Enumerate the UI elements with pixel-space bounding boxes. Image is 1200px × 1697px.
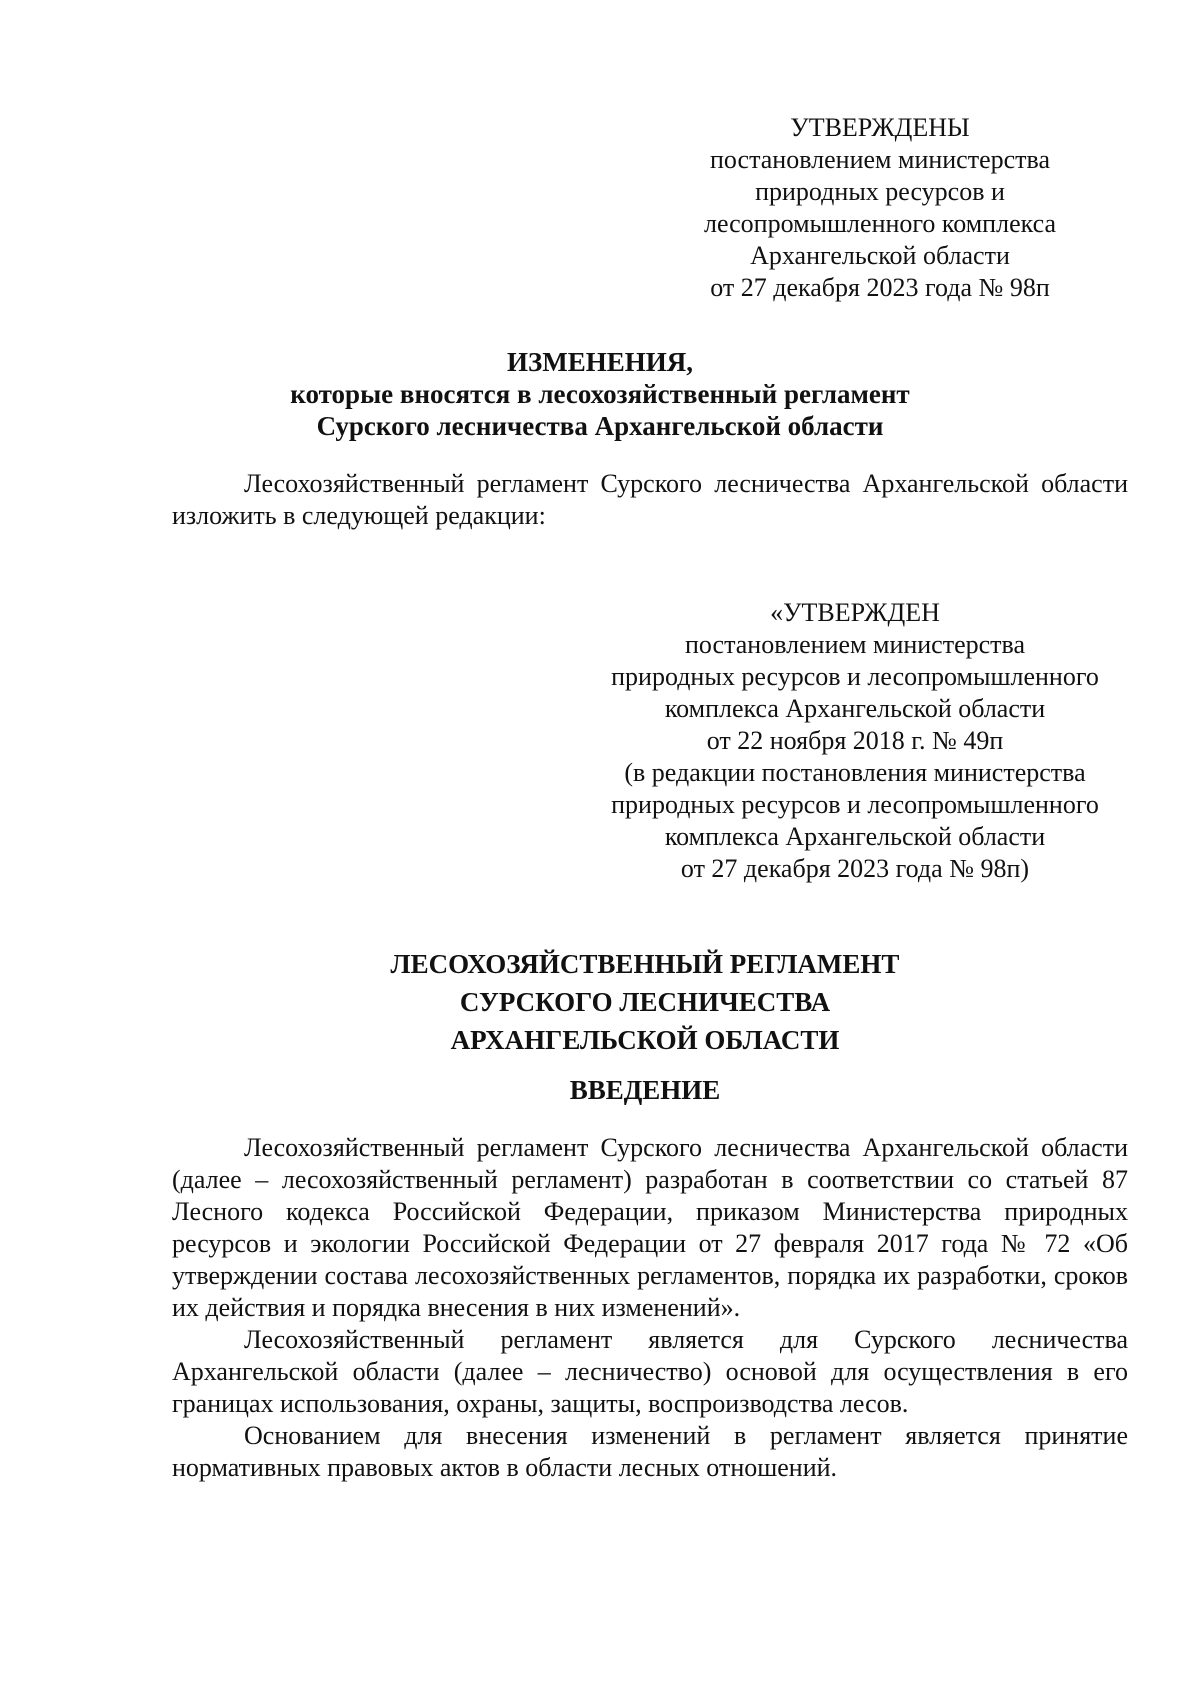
quoted-approval-line: комплекса Архангельской области [664, 694, 1046, 723]
amendments-title-line: которые вносятся в лесохозяйственный регламент [290, 379, 910, 409]
intro-paragraph: Лесохозяйственный регламент Сурского лесничества Архангельской области изложить в следующей редакции: [172, 469, 1128, 530]
approval-block [640, 112, 1120, 304]
regulation-title-line: АРХАНГЕЛЬСКОЙ ОБЛАСТИ [450, 1025, 840, 1055]
regulation-title-line: СУРСКОГО ЛЕСНИЧЕСТВА [459, 987, 831, 1017]
approval-line: постановлением министерства [709, 145, 1051, 174]
body-paragraph: Лесохозяйственный регламент Сурского лесничества Архангельской области (далее – лесохозяйственный регламент) разработан в соответствии со статьей 87 Лесного кодекса Российской Федерации, приказом Министерства природных ресурсов и экологии Российской Федерации от 27 февраля 2017 года № 72 «Об утверждении состава лесохозяйственных регламентов, порядка их разработки, сроков их действия и порядка внесения в них изменений». [172, 1133, 1128, 1322]
amendments-title-line: ИЗМЕНЕНИЯ, [506, 347, 693, 377]
regulation-title [0, 945, 1200, 1059]
quoted-approval-line: «УТВЕРЖДЕН [770, 598, 940, 627]
amendments-title [0, 346, 1200, 442]
quoted-approval-line: природных ресурсов и лесопромышленного [611, 662, 1099, 691]
quoted-approval-line: (в редакции постановления министерства [624, 758, 1086, 787]
approval-line: лесопромышленного комплекса [703, 209, 1056, 238]
body-paragraph: Лесохозяйственный регламент является для Сурского лесничества Архангельской области (далее – лесничество) основой для осуществления в его границах использования, охраны, защиты, воспроизводства лесов. [172, 1325, 1128, 1418]
approval-line: Архангельской области [750, 241, 1010, 270]
quoted-approval-line: комплекса Архангельской области [664, 822, 1046, 851]
quoted-approval-block [575, 597, 1135, 885]
approval-line: от 27 декабря 2023 года № 98п [710, 273, 1050, 302]
introduction-body [172, 1132, 1128, 1484]
amendments-title-line: Сурского лесничества Архангельской области [316, 411, 884, 441]
intro-text [172, 468, 1128, 532]
quoted-approval-line: природных ресурсов и лесопромышленного [611, 790, 1099, 819]
introduction-heading: ВВЕДЕНИЕ [569, 1075, 721, 1105]
quoted-approval-line: от 27 декабря 2023 года № 98п) [680, 854, 1030, 883]
approval-line: природных ресурсов и [755, 177, 1005, 206]
regulation-title-line: ЛЕСОХОЗЯЙСТВЕННЫЙ РЕГЛАМЕНТ [390, 949, 900, 979]
body-paragraph: Основанием для внесения изменений в регламент является принятие нормативных правовых актов в области лесных отношений. [172, 1421, 1128, 1482]
quoted-approval-line: от 22 ноября 2018 г. № 49п [706, 726, 1004, 755]
quoted-approval-line: постановлением министерства [684, 630, 1026, 659]
approval-line: УТВЕРЖДЕНЫ [790, 113, 970, 142]
